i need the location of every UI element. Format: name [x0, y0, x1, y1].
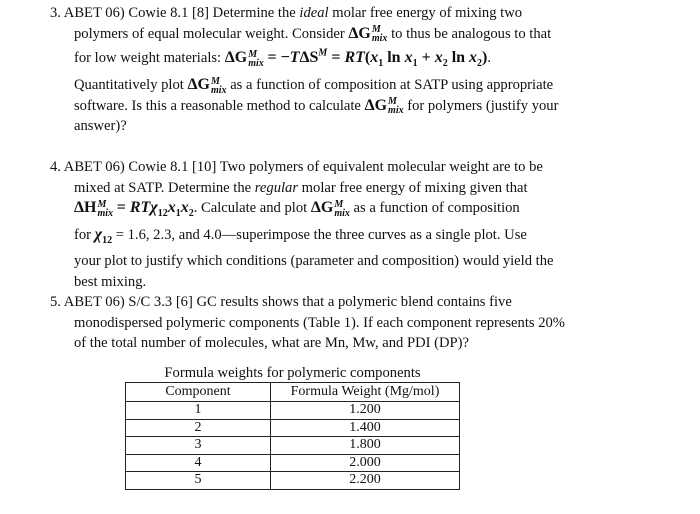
problem-5 — [50, 292, 635, 354]
problem-3-line-1: 3. ABET 06) Cowie 8.1 [8] Determine the ideal molar free energy of mixing two — [50, 5, 523, 21]
problem-3-line-6: answer)? — [74, 118, 127, 135]
formula-weights-table — [125, 382, 460, 490]
table-cell-weight: 1.800 — [271, 437, 460, 455]
problem-4-line-5: your plot to justify which conditions (parameter and composition) would yield the — [74, 253, 554, 270]
table-row — [126, 419, 460, 437]
table-caption: Formula weights for polymeric components — [164, 365, 421, 381]
problem-4-line-4: for $\chi_{12} = 1.6$, 2.3, and 4.0—superimpose the three curves as a single plot. Use — [74, 225, 527, 246]
table-cell-component: 5 — [126, 472, 271, 490]
problem-4-line-6: best mixing. — [74, 273, 147, 290]
table-cell-component: 3 — [126, 437, 271, 455]
problem-4-line-2: mixed at SATP. Determine the regular molar free energy of mixing given that — [74, 179, 528, 196]
table-header-formula-weight: Formula Weight (Mg/mol) — [271, 383, 460, 402]
table-cell-weight: 1.200 — [271, 402, 460, 420]
table-row — [126, 472, 460, 490]
table-row — [126, 402, 460, 420]
problem-3-line-5: software. Is this a reasonable method to calculate ΔG M mix for polymers (justify your — [74, 96, 559, 117]
table-cell-component: 2 — [126, 419, 271, 437]
problem-4-line-1: 4. ABET 06) Cowie 8.1 [10] Two polymers of equivalent molecular weight are to be — [50, 159, 543, 175]
problem-4 — [50, 157, 635, 292]
table-cell-weight: 1.400 — [271, 419, 460, 437]
table-row — [126, 454, 460, 472]
table-cell-weight: 2.000 — [271, 454, 460, 472]
problem-5-line-3: of the total number of molecules, what are Mn, Mw, and PDI (DP)? — [74, 335, 470, 351]
problem-5-line-2: monodispersed polymeric components (Table 1). If each component represents 20% — [74, 314, 565, 331]
problem-3-line-4: Quantitatively plot ΔG M mix as a function of composition at SATP using appropriate — [74, 75, 554, 96]
problem-3-line-2: polymers of equal molecular weight. Consider ΔG M mix to thus be analogous to that — [74, 24, 552, 45]
table-cell-component: 4 — [126, 454, 271, 472]
table-cell-component: 1 — [126, 402, 271, 420]
problem-3 — [50, 3, 635, 137]
table-header-row — [126, 383, 460, 402]
table-header-component: Component — [126, 383, 271, 402]
problem-3-line-3: for low weight materials: ΔG M mix = $-T\Delta S^M = RT(x_1$ $\ln x_1 + x_2$ $\ln x_2$). — [74, 48, 492, 70]
table-row — [126, 437, 460, 455]
problem-5-line-1: 5. ABET 06) S/C 3.3 [6] GC results shows that a polymeric blend contains five — [50, 294, 512, 310]
problem-4-line-3: ΔH M mix = $RT\chi_{12}x_1x_2$. Calculate and plot ΔG M mix as a function of composition — [74, 198, 520, 220]
table-cell-weight: 2.200 — [271, 472, 460, 490]
formula-weights-table-container — [125, 364, 460, 490]
